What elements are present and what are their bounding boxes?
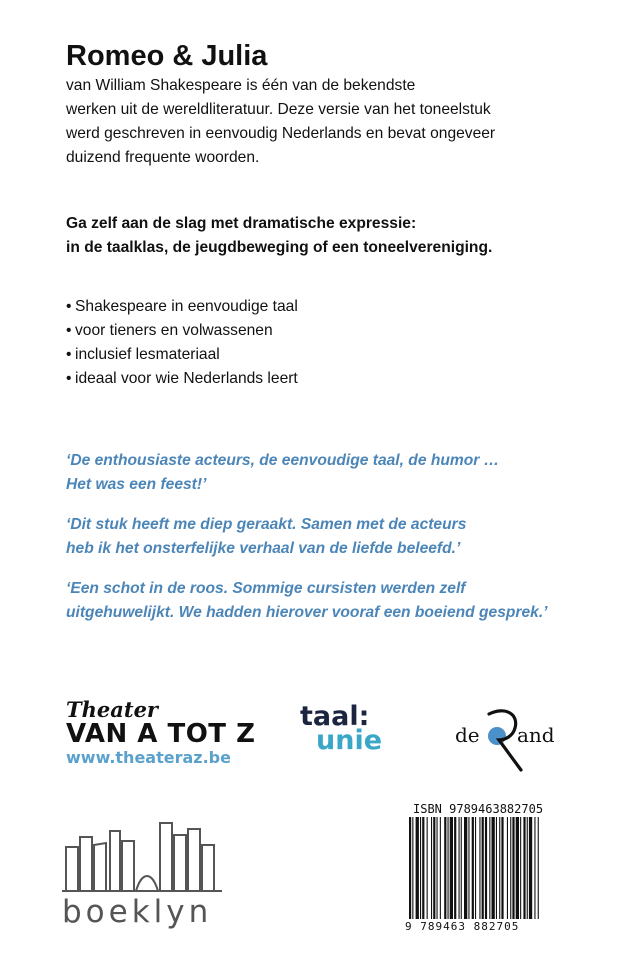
theater-van-a-tot-z-logo — [66, 697, 256, 768]
list-item-text: voor tieners en volwassenen — [75, 322, 273, 339]
theater-name-text: VAN A TOT Z — [66, 719, 256, 749]
barcode-bar — [520, 817, 521, 919]
barcode-digits: 9 789463 882705 — [405, 920, 520, 933]
barcode-bar — [489, 817, 490, 919]
barcode-bar — [523, 817, 525, 919]
list-item-text: inclusief lesmateriaal — [75, 346, 220, 363]
barcode-bar — [431, 817, 432, 919]
list-item — [66, 319, 298, 343]
testimonial-quote — [66, 577, 548, 625]
taalunie-top-text: taal: — [300, 701, 370, 732]
quote-line: uitgehuwelijkt. We hadden hierover vooraf een boeiend gesprek.’ — [66, 604, 548, 621]
barcode-bar — [459, 817, 460, 919]
bullet-marker: • — [66, 346, 72, 363]
intro-line: duizend frequente woorden. — [66, 149, 260, 166]
list-item-text: Shakespeare in eenvoudige taal — [75, 298, 298, 315]
barcode-bar — [475, 817, 476, 919]
taalunie-logo — [300, 701, 383, 756]
barcode-bar — [433, 817, 435, 919]
intro-paragraph — [66, 74, 616, 170]
barcode-bar — [450, 817, 453, 919]
theater-script-text: Theater — [66, 697, 158, 722]
callout-line: Ga zelf aan de slag met dramatische expressie: — [66, 215, 417, 232]
taalunie-bottom-text: unie — [316, 725, 383, 756]
barcode-bar — [510, 817, 511, 919]
boeklyn-wordmark: boeklyn — [62, 894, 213, 930]
isbn-barcode — [405, 802, 570, 932]
barcode-bar — [440, 817, 441, 919]
rand-blue-dot — [488, 727, 506, 745]
isbn-label: ISBN 9789463882705 — [413, 802, 544, 816]
barcode-bar — [444, 817, 446, 919]
barcode-bar — [412, 817, 413, 919]
barcode-bar — [454, 817, 456, 919]
bullet-marker: • — [66, 322, 72, 339]
list-item — [66, 367, 298, 391]
list-item — [66, 343, 298, 367]
barcode-bar — [422, 817, 424, 919]
boeklyn-logo — [62, 815, 232, 930]
barcode-bars — [409, 817, 567, 919]
intro-line: werken uit de wereldliteratuur. Deze versie van het toneelstuk — [66, 101, 491, 118]
testimonial-quote — [66, 449, 499, 497]
barcode-bar — [501, 817, 503, 919]
rand-left-text: de — [455, 723, 480, 747]
barcode-bar — [427, 817, 428, 919]
bookshelf-icon — [62, 815, 232, 893]
barcode-bar — [448, 817, 449, 919]
barcode-bar — [485, 817, 487, 919]
barcode-bar — [464, 817, 467, 919]
callout-line: in de taalklas, de jeugdbeweging of een toneelvereniging. — [66, 239, 493, 256]
barcode-bar — [527, 817, 528, 919]
barcode-bar — [507, 817, 508, 919]
quote-line: heb ik het onsterfelijke verhaal van de liefde beleefd.’ — [66, 540, 461, 557]
intro-line: werd geschreven in eenvoudig Nederlands en bevat ongeveer — [66, 125, 496, 142]
quote-line: ‘Dit stuk heeft me diep geraakt. Samen met de acteurs — [66, 516, 467, 533]
list-item — [66, 295, 298, 319]
barcode-bar — [461, 817, 462, 919]
quote-line: ‘Een schot in de roos. Sommige cursisten werden zelf — [66, 580, 466, 597]
list-item-text: ideaal voor wie Nederlands leert — [75, 370, 298, 387]
barcode-bar — [409, 817, 411, 919]
bullet-marker: • — [66, 298, 72, 315]
barcode-bar — [472, 817, 474, 919]
de-rand-mark — [455, 700, 575, 775]
barcode-bar — [534, 817, 535, 919]
barcode-bar — [468, 817, 469, 919]
barcode-bar — [420, 817, 421, 919]
intro-line: van William Shakespeare is één van de bekendste — [66, 77, 416, 94]
book-title: Romeo & Julia — [66, 40, 268, 72]
feature-list — [66, 295, 298, 391]
quote-line: Het was een feest!’ — [66, 476, 207, 493]
testimonial-quote — [66, 513, 466, 561]
rand-right-text: and — [517, 723, 555, 747]
barcode-bar — [492, 817, 495, 919]
barcode-bar — [538, 817, 539, 919]
barcode-bar — [516, 817, 519, 919]
callout-text — [66, 212, 492, 260]
bullet-marker: • — [66, 370, 72, 387]
de-rand-logo — [455, 700, 575, 775]
theater-url-link[interactable]: www.theateraz.be — [66, 748, 231, 767]
barcode-bar — [529, 817, 532, 919]
barcode-bar — [479, 817, 480, 919]
barcode-bar — [496, 817, 497, 919]
barcode-bar — [437, 817, 438, 919]
barcode-bar — [416, 817, 419, 919]
barcode-bar — [482, 817, 484, 919]
barcode-bar — [512, 817, 514, 919]
quote-line: ‘De enthousiaste acteurs, de eenvoudige taal, de humor … — [66, 452, 500, 469]
barcode-bar — [499, 817, 500, 919]
